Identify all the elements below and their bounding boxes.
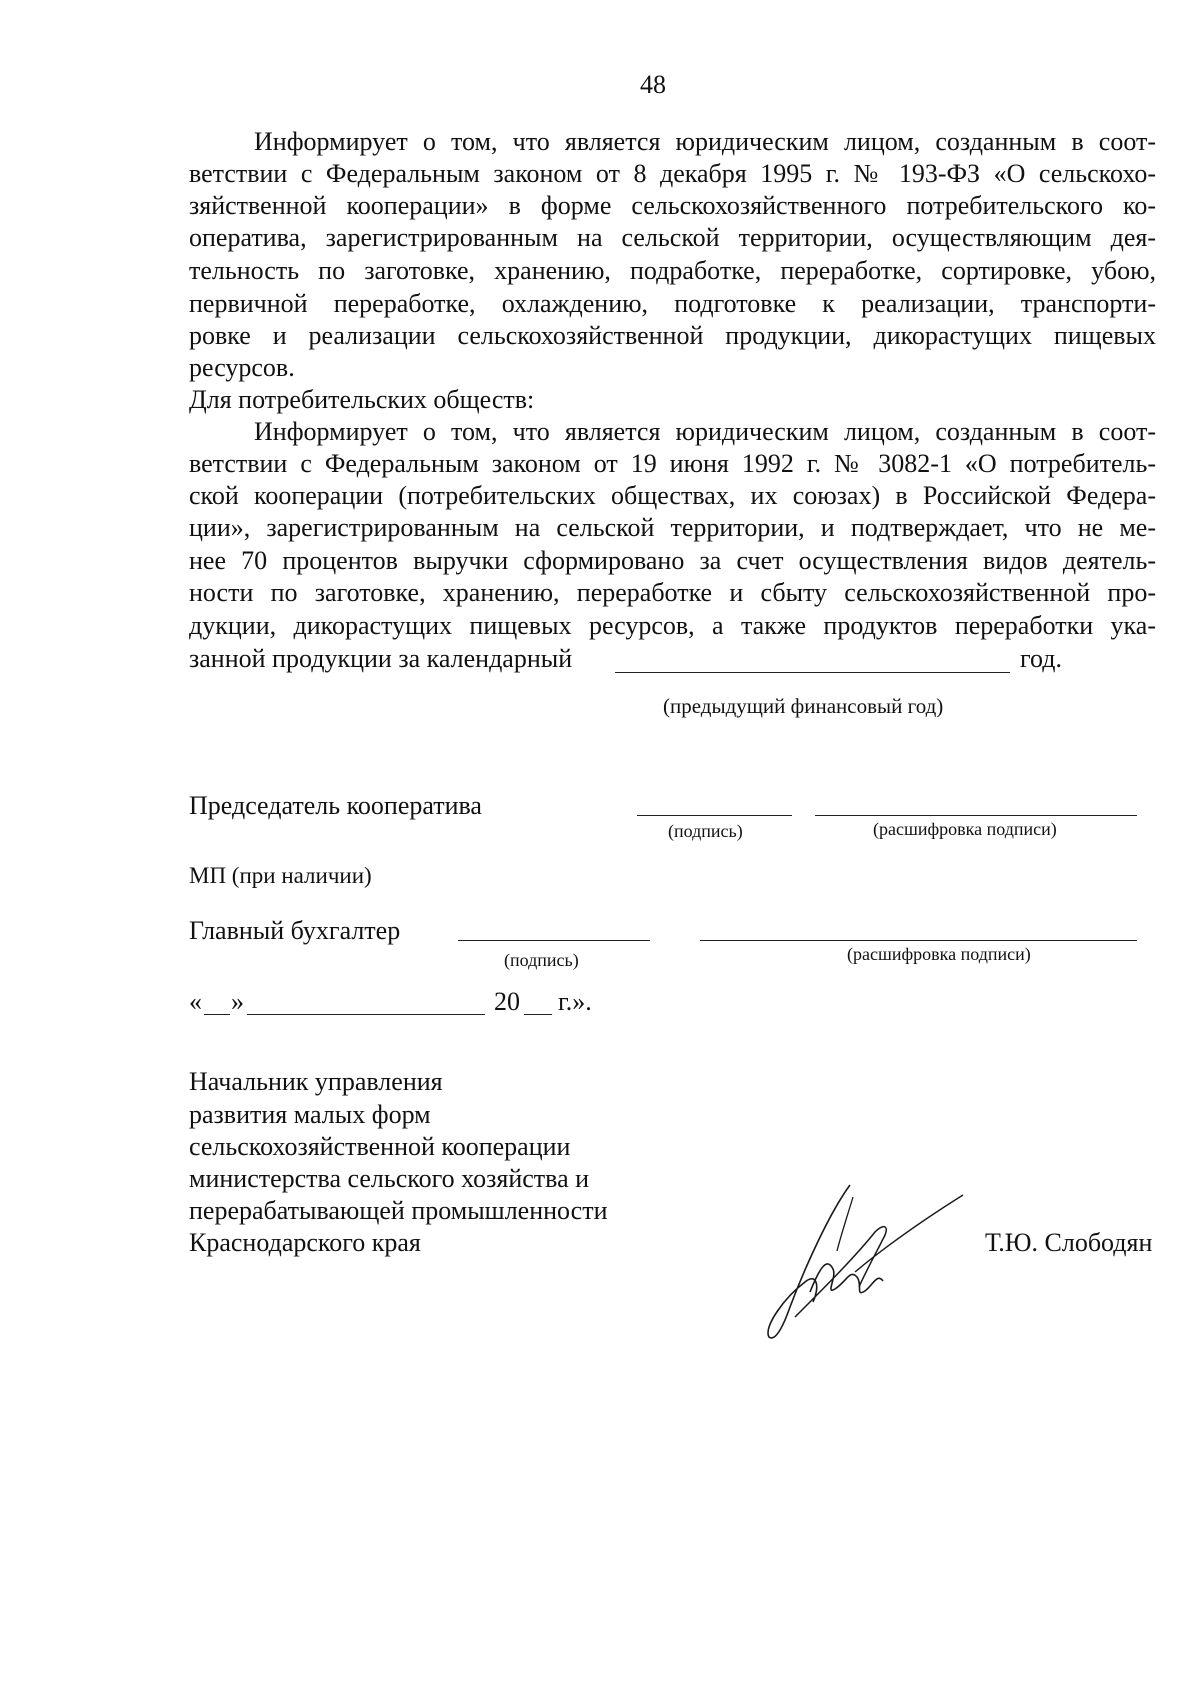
para2-line-5: нее 70 процентов выручки сформировано за счет осуществления видов деятель- [189, 546, 1156, 575]
page-number: 48 [640, 70, 666, 99]
stamp-label: МП (при наличии) [189, 863, 372, 888]
chairman-label: Председатель кооператива [189, 791, 482, 820]
accountant-sign-caption: (подпись) [504, 950, 579, 970]
official-name: Т.Ю. Слободян [985, 1228, 1153, 1257]
date-year-suffix: г.». [558, 987, 592, 1016]
official-title-line-6: Краснодарского края [189, 1228, 421, 1257]
para1-line-1: Информирует о том, что является юридическим лицом, созданным в соот- [254, 127, 1156, 156]
accountant-label: Главный бухгалтер [189, 916, 401, 945]
para1-line-2: ветствии с Федеральным законом от 8 декабря 1995 г. № 193-ФЗ «О сельскохо- [189, 159, 1156, 188]
year-caption: (предыдущий финансовый год) [663, 694, 944, 718]
date-quote-close: » [231, 987, 244, 1016]
chairman-sign-line [637, 815, 792, 816]
para2-line-2: ветствии с Федеральным законом от 19 июня 1992 г. № 3082-1 «О потребитель- [189, 449, 1156, 478]
official-title-line-5: перерабатывающей промышленности [189, 1196, 608, 1225]
date-year-prefix: 20 [494, 987, 520, 1016]
para1-line-8: ресурсов. [189, 353, 295, 382]
handwritten-signature [755, 1177, 975, 1352]
para1-line-5: тельность по заготовке, хранению, подработке, переработке, сортировке, убою, [189, 256, 1156, 285]
accountant-sign-line [458, 940, 650, 941]
year-blank-line [615, 672, 1010, 673]
accountant-decode-line [700, 940, 1137, 941]
chairman-decode-line [815, 815, 1137, 816]
para2-last-line: занной продукции за календарный [189, 644, 573, 673]
accountant-decode-caption: (расшифровка подписи) [847, 944, 1031, 964]
para2-line-3: ской кооперации (потребительских обществах, их союзах) в Российской Федера- [189, 481, 1156, 510]
para1-line-6: первичной переработке, охлаждению, подготовке к реализации, транспорти- [189, 289, 1156, 318]
official-title-line-1: Начальник управления [189, 1067, 443, 1096]
official-title-line-4: министерства сельского хозяйства и [189, 1164, 590, 1193]
date-month-line [247, 1014, 485, 1015]
date-quote-open: « [189, 987, 202, 1016]
date-day-line [204, 1014, 230, 1015]
section-heading: Для потребительских обществ: [189, 385, 535, 414]
chairman-decode-caption: (расшифровка подписи) [873, 819, 1057, 839]
para2-line-4: ции», зарегистрированным на сельской территории, и подтверждает, что не ме- [189, 513, 1156, 542]
para1-line-7: ровке и реализации сельскохозяйственной продукции, дикорастущих пищевых [189, 321, 1156, 350]
official-title-line-3: сельскохозяйственной кооперации [189, 1132, 571, 1161]
chairman-sign-caption: (подпись) [668, 821, 743, 841]
para1-line-4: оператива, зарегистрированным на сельской территории, осуществляющим дея- [189, 223, 1156, 252]
official-title-line-2: развития малых форм [189, 1100, 431, 1129]
date-year-line [524, 1014, 552, 1015]
para2-last-line-end: год. [1020, 644, 1062, 673]
para2-line-1: Информирует о том, что является юридическим лицом, созданным в соот- [254, 417, 1156, 446]
para1-line-3: зяйственной кооперации» в форме сельскохозяйственного потребительского ко- [189, 191, 1156, 220]
para2-line-6: ности по заготовке, хранению, переработке и сбыту сельскохозяйственной про- [189, 578, 1156, 607]
para2-line-7: дукции, дикорастущих пищевых ресурсов, а также продуктов переработки ука- [189, 611, 1156, 640]
